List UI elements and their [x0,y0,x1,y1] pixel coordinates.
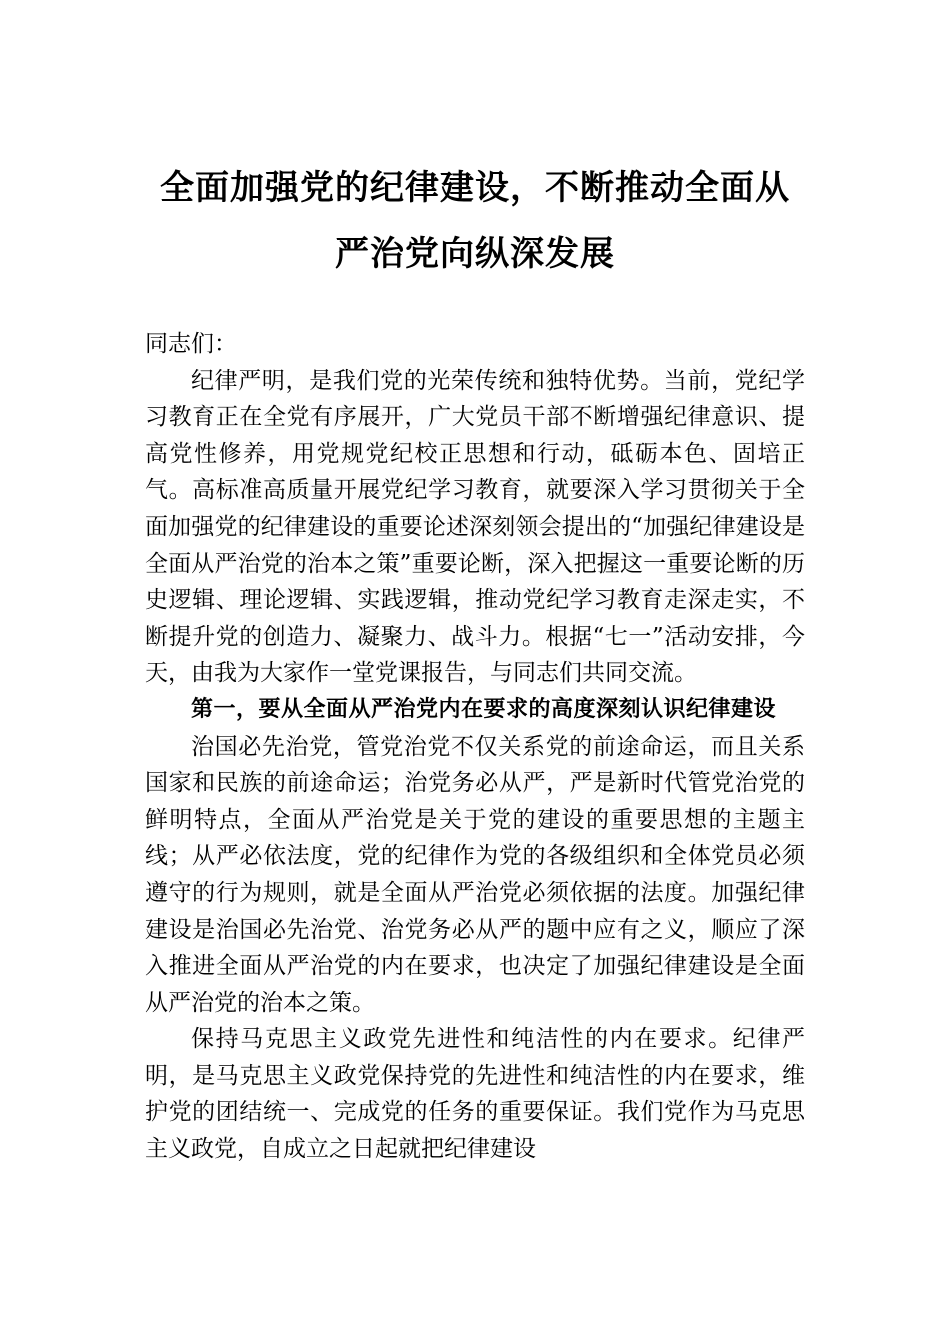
paragraph-intro: 纪律严明，是我们党的光荣传统和独特优势。当前，党纪学习教育正在全党有序展开，广大党员干部不断增强纪律意识、提高党性修养，用党规党纪校正思想和行动，砥砺本色、固培正气。高标准高质量开展党纪学习教育，就要深入学习贯彻关于全面加强党的纪律建设的重要论述深刻领会提出的“加强纪律建设是全面从严治党的治本之策”重要论断，深入把握这一重要论断的历史逻辑、理论逻辑、实践逻辑，推动党纪学习教育走深走实，不断提升党的创造力、凝聚力、战斗力。根据“七一”活动安排，今天，由我为大家作一堂党课报告，与同志们共同交流。 [145,367,805,687]
section-heading-1: 第一，要从全面从严治党内在要求的高度深刻认识纪律建设 [191,696,777,722]
document-body [145,326,805,1168]
document-title-line-1: 全面加强党的纪律建设，不断推动全面从 [160,168,790,208]
paragraph-section-1: 治国必先治党，管党治党不仅关系党的前途命运，而且关系国家和民族的前途命运；治党务必从严，严是新时代管党治党的鲜明特点，全面从严治党是关于党的建设的重要思想的主题主线；从严必依法度，党的纪律作为党的各级组织和全体党员必须遵守的行为规则，就是全面从严治党必须依据的法度。加强纪律建设是治国必先治党、治党务必从严的题中应有之义，顺应了深入推进全面从严治党的内在要求，也决定了加强纪律建设是全面从严治党的治本之策。 [145,733,805,1016]
paragraph-section-1-point-1: 保持马克思主义政党先进性和纯洁性的内在要求。纪律严明，是马克思主义政党保持党的先进性和纯洁性的内在要求，维护党的团结统一、完成党的任务的重要保证。我们党作为马克思主义政党，自成立之日起就把纪律建设 [145,1026,805,1163]
document-title-line-2: 严治党向纵深发展 [335,234,615,274]
salutation: 同志们： [145,331,237,357]
